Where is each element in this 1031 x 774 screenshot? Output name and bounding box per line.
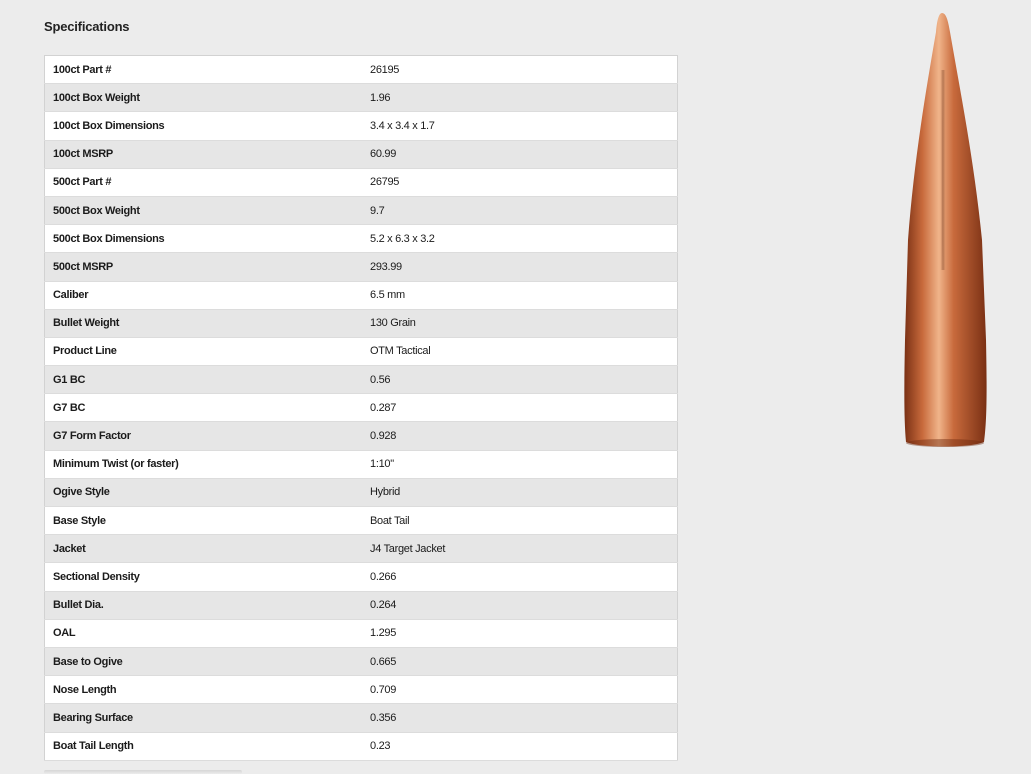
- spec-value: 60.99: [362, 140, 678, 168]
- spec-label: 100ct Part #: [45, 56, 363, 84]
- bullet-image: [898, 10, 990, 450]
- spec-value: 1.295: [362, 619, 678, 647]
- spec-value: 6.5 mm: [362, 281, 678, 309]
- spec-label: Jacket: [45, 535, 363, 563]
- spec-value: 3.4 x 3.4 x 1.7: [362, 112, 678, 140]
- spec-label: Base to Ogive: [45, 647, 363, 675]
- table-row: [45, 591, 678, 619]
- spec-label: Bullet Dia.: [45, 591, 363, 619]
- spec-label: 500ct MSRP: [45, 253, 363, 281]
- spec-label: 500ct Box Dimensions: [45, 225, 363, 253]
- spec-label: 100ct MSRP: [45, 140, 363, 168]
- section-title: Specifications: [44, 19, 130, 34]
- table-row: [45, 732, 678, 760]
- spec-label: Bullet Weight: [45, 309, 363, 337]
- table-row: [45, 478, 678, 506]
- spec-label: Minimum Twist (or faster): [45, 450, 363, 478]
- table-row: [45, 507, 678, 535]
- table-row: [45, 253, 678, 281]
- spec-value: 0.56: [362, 366, 678, 394]
- spec-value: 9.7: [362, 196, 678, 224]
- spec-value: 26795: [362, 168, 678, 196]
- table-row: [45, 112, 678, 140]
- table-row: [45, 647, 678, 675]
- spec-value: 5.2 x 6.3 x 3.2: [362, 225, 678, 253]
- spec-value: 0.928: [362, 422, 678, 450]
- spec-label: 100ct Box Weight: [45, 84, 363, 112]
- spec-label: Caliber: [45, 281, 363, 309]
- table-row: [45, 281, 678, 309]
- table-row: [45, 450, 678, 478]
- spec-label: 500ct Part #: [45, 168, 363, 196]
- spec-value: 0.356: [362, 704, 678, 732]
- table-row: [45, 56, 678, 84]
- spec-value: 293.99: [362, 253, 678, 281]
- spec-value: 0.709: [362, 676, 678, 704]
- spec-label: Bearing Surface: [45, 704, 363, 732]
- spec-label: OAL: [45, 619, 363, 647]
- spec-value: Hybrid: [362, 478, 678, 506]
- spec-label: G7 Form Factor: [45, 422, 363, 450]
- spec-value: 0.287: [362, 394, 678, 422]
- table-row: [45, 337, 678, 365]
- footer-divider: [44, 770, 242, 774]
- spec-label: Base Style: [45, 507, 363, 535]
- table-row: [45, 676, 678, 704]
- table-row: [45, 563, 678, 591]
- spec-value: 0.23: [362, 732, 678, 760]
- table-row: [45, 309, 678, 337]
- spec-label: Product Line: [45, 337, 363, 365]
- bullet-image-icon: [898, 10, 990, 450]
- spec-label: Nose Length: [45, 676, 363, 704]
- spec-value: OTM Tactical: [362, 337, 678, 365]
- spec-value: 0.665: [362, 647, 678, 675]
- spec-label: 500ct Box Weight: [45, 196, 363, 224]
- table-row: [45, 535, 678, 563]
- spec-value: 1.96: [362, 84, 678, 112]
- specifications-table-body: [45, 56, 678, 761]
- table-row: [45, 366, 678, 394]
- spec-value: 130 Grain: [362, 309, 678, 337]
- spec-value: 0.264: [362, 591, 678, 619]
- spec-value: 26195: [362, 56, 678, 84]
- table-row: [45, 619, 678, 647]
- table-row: [45, 140, 678, 168]
- spec-value: 1:10": [362, 450, 678, 478]
- table-row: [45, 168, 678, 196]
- table-row: [45, 84, 678, 112]
- table-row: [45, 225, 678, 253]
- spec-value: 0.266: [362, 563, 678, 591]
- spec-value: Boat Tail: [362, 507, 678, 535]
- spec-label: Ogive Style: [45, 478, 363, 506]
- spec-label: 100ct Box Dimensions: [45, 112, 363, 140]
- table-row: [45, 704, 678, 732]
- spec-label: Boat Tail Length: [45, 732, 363, 760]
- spec-label: G1 BC: [45, 366, 363, 394]
- table-row: [45, 394, 678, 422]
- spec-label: G7 BC: [45, 394, 363, 422]
- spec-value: J4 Target Jacket: [362, 535, 678, 563]
- table-row: [45, 422, 678, 450]
- table-row: [45, 196, 678, 224]
- specifications-table: [44, 55, 678, 761]
- spec-label: Sectional Density: [45, 563, 363, 591]
